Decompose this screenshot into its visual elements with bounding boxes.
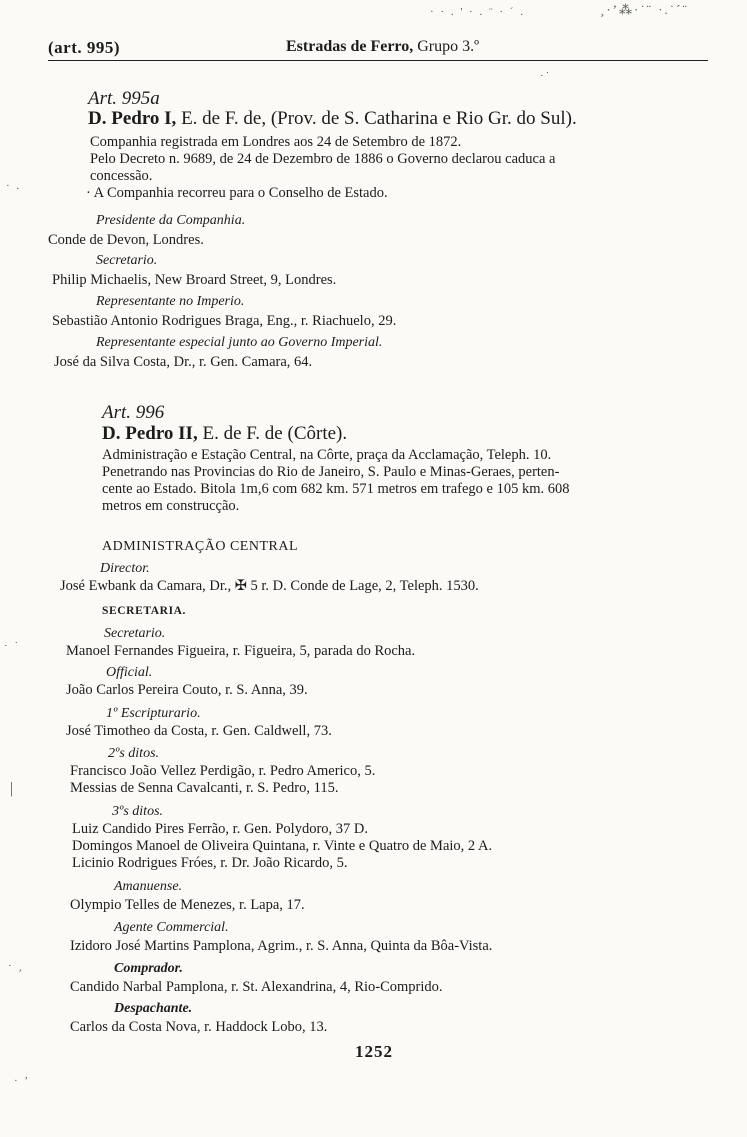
- scan-noise: · ¸: [8, 960, 25, 972]
- role-name: Manoel Fernandes Figueira, r. Figueira, 5, parada do Rocha.: [66, 643, 416, 659]
- role-label: Representante especial junto ao Governo Imperial.: [96, 335, 383, 350]
- body-line: Companhia registrada em Londres aos 24 de Setembro de 1872.: [90, 134, 462, 150]
- article-reference: (art. 995): [48, 38, 121, 57]
- role-label: Despachante.: [114, 1001, 193, 1016]
- scan-noise: · ʼ: [14, 1075, 31, 1087]
- body-line: concessão.: [90, 168, 153, 184]
- role-name: José Ewbank da Camara, Dr., ✠ 5 r. D. Conde de Lage, 2, Teleph. 1530.: [60, 578, 479, 594]
- article-number: Art. 995a: [88, 88, 160, 109]
- article-number: Art. 996: [102, 402, 165, 423]
- scan-noise: · · . ' · . ¨ · ´ .: [430, 6, 525, 18]
- role-name: Candido Narbal Pamplona, r. St. Alexandrina, 4, Rio-Comprido.: [70, 979, 443, 995]
- body-line: · A Companhia recorreu para o Conselho de Estado.: [86, 185, 388, 201]
- role-name: Carlos da Costa Nova, r. Haddock Lobo, 13.: [70, 1019, 328, 1035]
- page-header: [48, 36, 708, 61]
- section-heading: SECRETARIA.: [102, 605, 187, 617]
- scan-noise: ¸·ʼ⁂·˙¨ ·.˙´¨: [600, 2, 689, 17]
- role-name: José Timotheo da Costa, r. Gen. Caldwell, 73.: [66, 723, 332, 739]
- scan-noise: · .: [6, 180, 22, 192]
- scan-noise: |: [10, 780, 16, 797]
- role-label: Amanuense.: [114, 879, 183, 894]
- role-name: João Carlos Pereira Couto, r. S. Anna, 39.: [66, 682, 308, 698]
- role-label: Secretario.: [96, 253, 158, 268]
- article-title: D. Pedro II, E. de F. de (Côrte).: [102, 423, 348, 444]
- page-number: 1252: [355, 1042, 393, 1061]
- role-name: Olympio Telles de Menezes, r. Lapa, 17.: [70, 897, 305, 913]
- role-name: Philip Michaelis, New Broard Street, 9, Londres.: [52, 272, 337, 288]
- body-line: Penetrando nas Provincias do Rio de Janeiro, S. Paulo e Minas-Geraes, perten-: [102, 464, 560, 480]
- role-name: José da Silva Costa, Dr., r. Gen. Camara, 64.: [54, 354, 313, 370]
- role-label: Agente Commercial.: [114, 920, 229, 935]
- body-line: Administração e Estação Central, na Côrte, praça da Acclamação, Teleph. 10.: [102, 447, 552, 463]
- role-label: Director.: [100, 561, 150, 576]
- role-label: Secretario.: [104, 626, 166, 641]
- role-name: Conde de Devon, Londres.: [48, 232, 204, 248]
- role-name: Francisco João Vellez Perdigão, r. Pedro Americo, 5.: [70, 763, 376, 779]
- body-line: Pelo Decreto n. 9689, de 24 de Dezembro de 1886 o Governo declarou caduca a: [90, 151, 556, 167]
- role-name: Luiz Candido Pires Ferrão, r. Gen. Polydoro, 37 D.: [72, 821, 369, 837]
- role-label: 2ºs ditos.: [108, 746, 160, 761]
- role-name: Domingos Manoel de Oliveira Quintana, r. Vinte e Quatro de Maio, 2 A.: [72, 838, 493, 854]
- running-title: Estradas de Ferro, Grupo 3.º: [286, 38, 480, 55]
- role-name: Messias de Senna Cavalcanti, r. S. Pedro, 115.: [70, 780, 339, 796]
- role-label: Presidente da Companhia.: [96, 213, 246, 228]
- role-label: Official.: [106, 665, 153, 680]
- role-name: Izidoro José Martins Pamplona, Agrim., r. S. Anna, Quinta da Bôa-Vista.: [70, 938, 493, 954]
- role-name: Sebastião Antonio Rodrigues Braga, Eng., r. Riachuelo, 29.: [52, 313, 397, 329]
- body-line: metros em construcção.: [102, 498, 240, 514]
- section-heading: ADMINISTRAÇÃO CENTRAL: [102, 539, 298, 554]
- role-label: Comprador.: [114, 961, 183, 976]
- role-name: Licinio Rodrigues Fróes, r. Dr. João Ricardo, 5.: [72, 855, 348, 871]
- role-label: Representante no Imperio.: [96, 294, 245, 309]
- role-label: 3ºs ditos.: [112, 804, 164, 819]
- role-label: 1º Escripturario.: [106, 706, 201, 721]
- body-line: cente ao Estado. Bitola 1m,6 com 682 km. 571 metros em trafego e 105 km. 608: [102, 481, 570, 497]
- article-title: D. Pedro I, E. de F. de, (Prov. de S. Catharina e Rio Gr. do Sul).: [88, 108, 577, 129]
- scan-noise: ·˙: [540, 70, 552, 82]
- scan-noise: · ˙: [4, 640, 21, 652]
